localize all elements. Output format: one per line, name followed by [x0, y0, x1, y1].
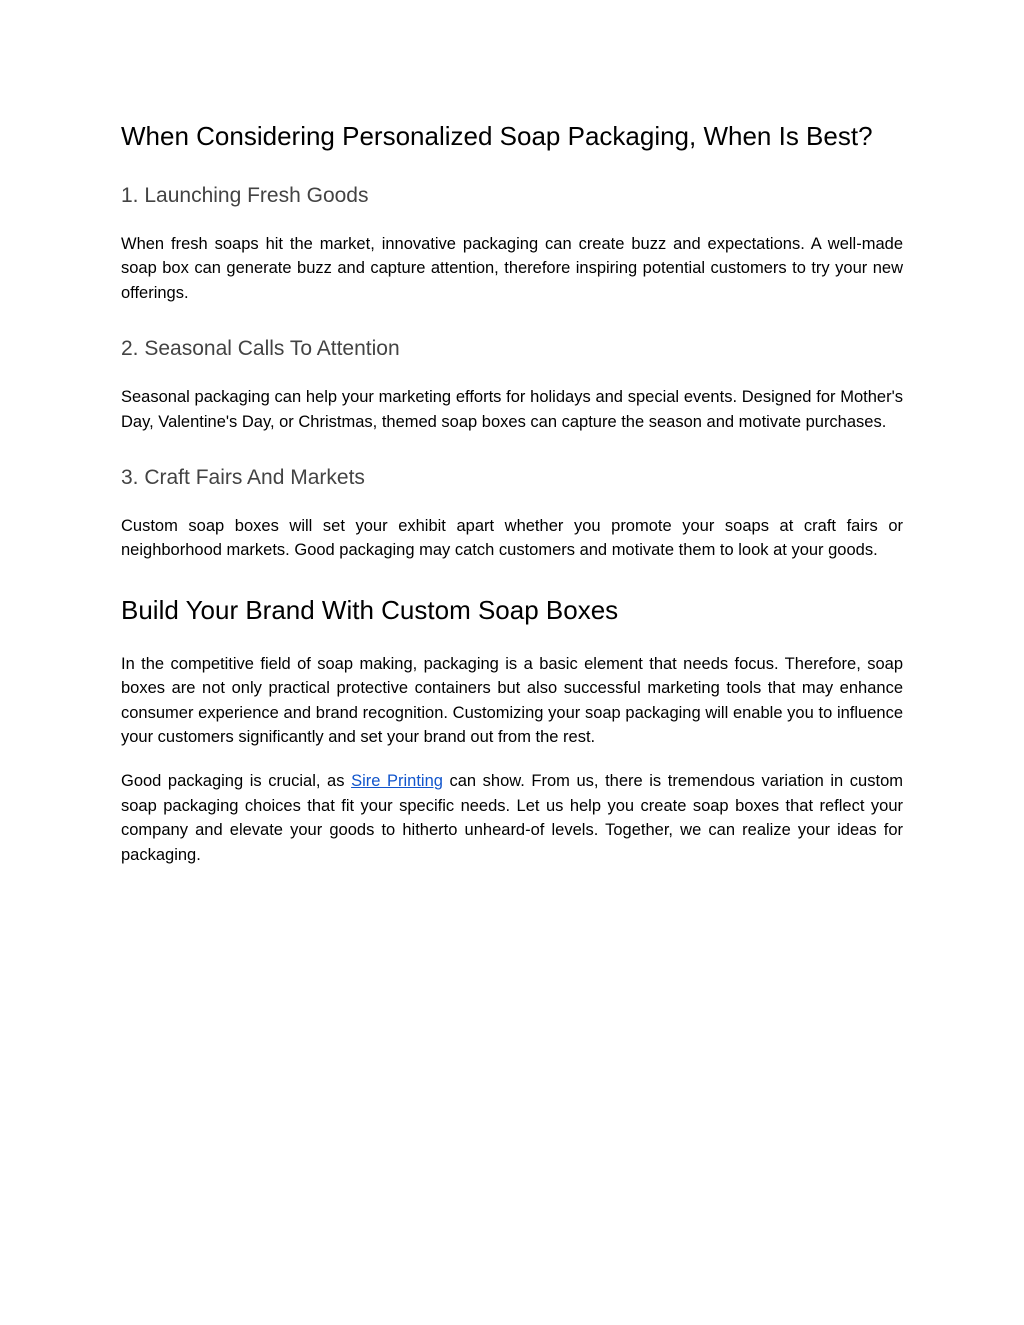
brand-paragraph-2-end: can show. From us, there is tremendous variation in custom soap packaging choices that fit your specific needs. Let us help you create soap boxes that reflect your company and elevate your goods to hitherto unheard-of levels. Together, we can realize your ideas for packaging. [121, 772, 903, 864]
brand-section-heading: Build Your Brand With Custom Soap Boxes [121, 594, 619, 625]
section-body-seasonal: Seasonal packaging can help your marketing efforts for holidays and special events. Designed for Mother's Day, Valentine's Day, or Christmas, themed soap boxes can capture the season and motivate purchases. [121, 388, 903, 431]
brand-paragraph-1: In the competitive field of soap making, packaging is a basic element that needs focus. Therefore, soap boxes are not only practical protective containers but also successful marketing tools that may enhance consumer experience and brand recognition. Customizing your soap packaging will enable you to influence your customers significantly and set your brand out from the rest. [121, 654, 903, 747]
section-heading-seasonal: 2. Seasonal Calls To Attention [121, 337, 400, 361]
sire-printing-link[interactable]: Sire Printing [351, 772, 443, 791]
brand-paragraph-2 [121, 769, 903, 867]
section-heading-craft-fairs: 3. Craft Fairs And Markets [121, 466, 365, 490]
section-body-craft-fairs: Custom soap boxes will set your exhibit apart whether you promote your soaps at craft fairs or neighborhood markets. Good packaging may catch customers and motivate them to look at your goods. [121, 517, 903, 560]
document-page [121, 116, 903, 867]
section-body-launching: When fresh soaps hit the market, innovative packaging can create buzz and expectations. A well-made soap box can generate buzz and capture attention, therefore inspiring potential customers to try your new offerings. [121, 235, 903, 302]
section-heading-launching: 1. Launching Fresh Goods [121, 184, 369, 207]
document-title: When Considering Personalized Soap Packaging, When Is Best? [121, 121, 873, 151]
brand-paragraph-2-start: Good packaging is crucial, as [121, 772, 352, 791]
